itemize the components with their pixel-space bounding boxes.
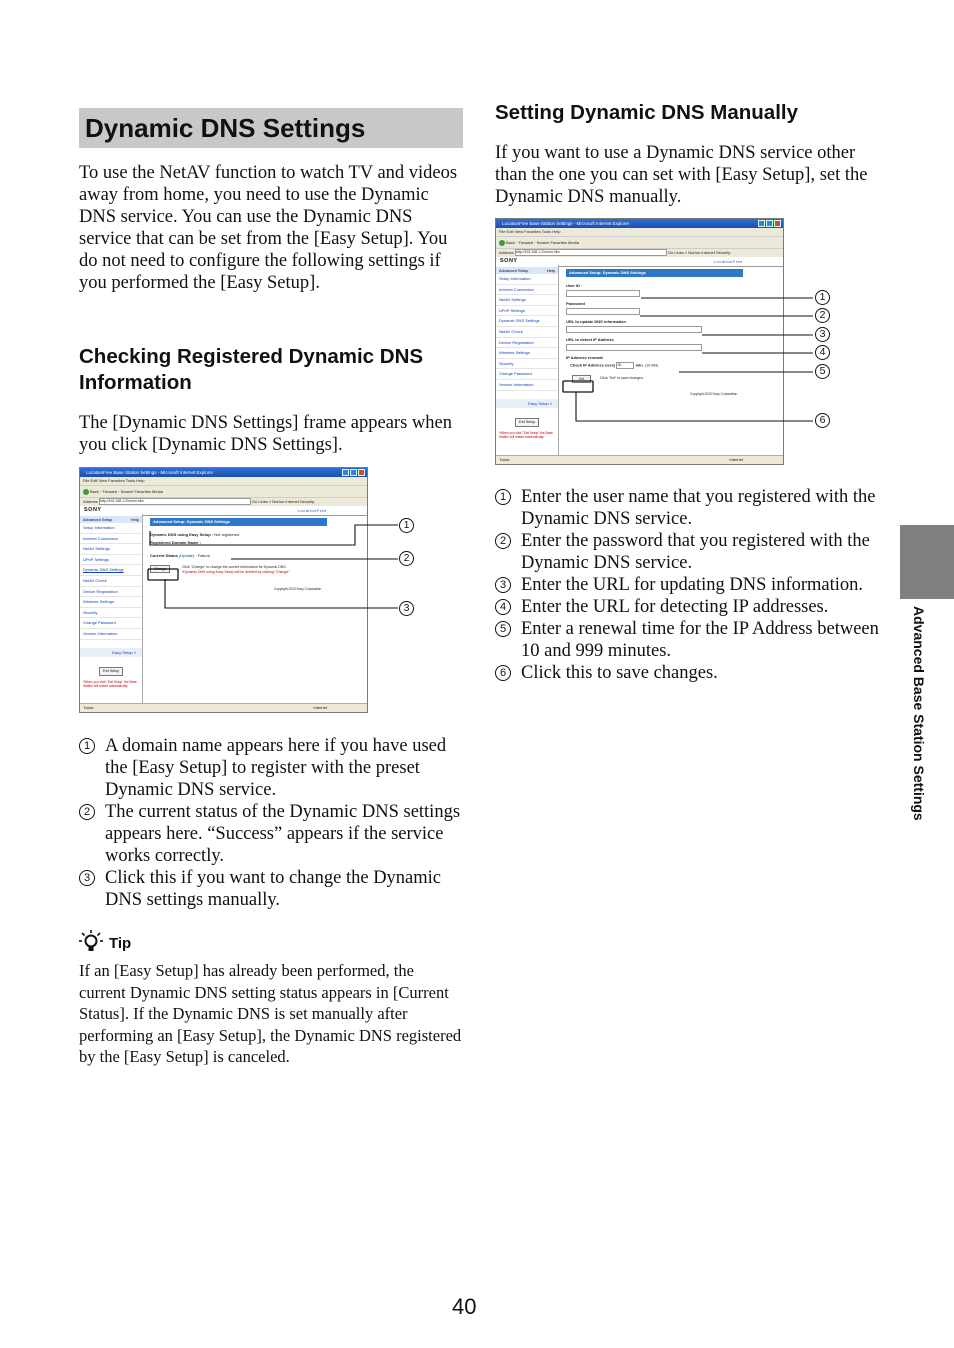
number-badge: 6 bbox=[495, 665, 511, 681]
sidebar-item-security[interactable]: Security bbox=[496, 359, 558, 370]
number-badge: 2 bbox=[495, 533, 511, 549]
renewal-label: IP Address renewal bbox=[566, 355, 603, 360]
sidebar-item-device-reg[interactable]: Device Registration bbox=[496, 338, 558, 349]
sidebar-item-ddns[interactable]: Dynamic DNS Settings bbox=[496, 316, 558, 327]
back-icon[interactable] bbox=[83, 489, 89, 495]
number-badge: 3 bbox=[79, 870, 95, 886]
sidebar-item-password[interactable]: Change Password bbox=[80, 618, 142, 629]
renewal-input[interactable]: 30 bbox=[616, 362, 634, 369]
sidebar-item-setup-info[interactable]: Setup Information bbox=[80, 523, 142, 534]
callout-6: 6 bbox=[815, 413, 830, 428]
panel-banner: Advanced Setup: Dynamic DNS Settings bbox=[566, 269, 743, 277]
window-titlebar bbox=[496, 219, 783, 228]
main-panel bbox=[150, 518, 362, 591]
status-zone: Internet bbox=[729, 457, 743, 462]
callout-3: 3 bbox=[815, 327, 830, 342]
change-warning: *Dynamic DNS using Easy Setup will be deleted by clicking "Change". bbox=[182, 570, 291, 574]
tip-label: Tip bbox=[109, 935, 132, 952]
status-done: Done bbox=[84, 705, 94, 710]
callout-2: 2 bbox=[399, 551, 414, 566]
current-status-value: : Failure bbox=[194, 553, 211, 558]
list-item bbox=[495, 596, 880, 618]
tip-text: If an [Easy Setup] has already been performed, the current Dynamic DNS setting status appears in [Current Status]. If the Dynamic DNS is set manually after performing an [Easy Setup], the Dynamic DNS registered by the [Easy Setup] is canceled. bbox=[79, 961, 462, 1066]
user-id-label: User ID bbox=[566, 283, 581, 288]
menu-bar[interactable]: File Edit View Favorites Tools Help bbox=[80, 477, 367, 485]
address-bar bbox=[496, 248, 783, 257]
list-item-text: Enter the password that you registered with the Dynamic DNS service. bbox=[521, 531, 870, 573]
exit-setup-button[interactable]: Exit Setup bbox=[515, 418, 539, 427]
set-row bbox=[566, 375, 778, 385]
detect-url-input[interactable] bbox=[566, 344, 702, 351]
exit-setup-button[interactable]: Exit Setup bbox=[99, 667, 123, 676]
update-url-input[interactable] bbox=[566, 326, 702, 333]
list-item bbox=[495, 662, 880, 684]
sidebar-item-ddns[interactable]: Dynamic DNS Settings bbox=[80, 565, 142, 576]
sidebar-item-netav[interactable]: NetAV Settings bbox=[80, 544, 142, 555]
list-item bbox=[79, 801, 463, 867]
sidebar-item-upnp[interactable]: UPnP Settings bbox=[80, 555, 142, 566]
window-title: LocationFree Base Station Settings - Microsoft Internet Explorer bbox=[502, 221, 630, 226]
section-heading-checking: Checking Registered Dynamic DNS Information bbox=[79, 345, 424, 394]
number-badge: 3 bbox=[495, 577, 511, 593]
list-item bbox=[495, 574, 880, 596]
set-button[interactable]: Set bbox=[572, 375, 591, 383]
links-label: Links » Norton Internet Security bbox=[258, 499, 315, 504]
page-title: Dynamic DNS Settings bbox=[79, 108, 463, 148]
detect-url-label: URL to detect IP Address bbox=[566, 337, 614, 342]
list-item-text: Click this if you want to change the Dynamic DNS settings manually. bbox=[105, 868, 442, 910]
sidebar-header bbox=[80, 516, 142, 523]
intro-paragraph: To use the NetAV function to watch TV and videos away from home, you need to use the Dynamic DNS service. You can use the Dynamic DNS service that can be set from the [Easy Setup]. You do not need to configure the following settings if you performed the [Easy Setup]. bbox=[79, 163, 458, 293]
toolbar-labels: Back · Forward · Search Favorites Media bbox=[506, 240, 579, 245]
menu-bar[interactable]: File Edit View Favorites Tools Help bbox=[496, 228, 783, 236]
close-icon[interactable] bbox=[358, 469, 365, 476]
manual-callout-list bbox=[495, 486, 880, 684]
side-tab bbox=[900, 525, 954, 599]
set-note: Click "Set" to save changes. bbox=[600, 376, 644, 380]
status-zone: Internet bbox=[313, 705, 327, 710]
password-label: Password bbox=[566, 301, 585, 306]
sidebar-item-version[interactable]: Version Information bbox=[80, 629, 142, 640]
sidebar-item-setup-info[interactable]: Setup Information bbox=[496, 274, 558, 285]
callout-1: 1 bbox=[815, 290, 830, 305]
page-number: 40 bbox=[452, 1294, 477, 1319]
screenshot-dns-status bbox=[79, 467, 368, 713]
list-item-text: Enter a renewal time for the IP Address between 10 and 999 minutes. bbox=[521, 619, 879, 661]
current-status-row bbox=[150, 553, 362, 558]
update-link[interactable]: (Update) bbox=[178, 553, 195, 558]
toolbar[interactable] bbox=[80, 485, 367, 497]
password-input[interactable] bbox=[566, 308, 640, 315]
sidebar-item-internet[interactable]: Internet Connection bbox=[80, 534, 142, 545]
ddns-easy-row bbox=[150, 532, 362, 537]
sony-logo: SONY bbox=[500, 258, 518, 264]
maximize-icon[interactable] bbox=[766, 220, 773, 227]
easy-setup-link[interactable]: Easy Setup » bbox=[496, 399, 558, 408]
sidebar-item-security[interactable]: Security bbox=[80, 608, 142, 619]
sidebar-header-label: Advanced Setup bbox=[83, 517, 113, 522]
copyright: Copyright 2003 Sony Corporation bbox=[274, 587, 322, 591]
window-titlebar bbox=[80, 468, 367, 477]
check-label: Check IP Address every bbox=[570, 362, 616, 368]
help-link[interactable]: Help bbox=[546, 268, 555, 273]
window-title: LocationFree Base Station Settings - Microsoft Internet Explorer bbox=[86, 470, 214, 475]
list-item bbox=[495, 530, 880, 574]
easy-setup-link[interactable]: Easy Setup » bbox=[80, 648, 142, 657]
links-label: Links » Norton Internet Security bbox=[674, 250, 731, 255]
back-icon[interactable] bbox=[499, 240, 505, 246]
toolbar-labels: Back · Forward · Search Favorites Media bbox=[90, 489, 163, 494]
sidebar-item-password[interactable]: Change Password bbox=[496, 369, 558, 380]
callout-3: 3 bbox=[399, 601, 414, 616]
list-item bbox=[495, 486, 880, 530]
min-label: min. bbox=[635, 362, 644, 368]
product-logo: LocationFree bbox=[297, 508, 327, 513]
close-icon[interactable] bbox=[774, 220, 781, 227]
sidebar-item-netav[interactable]: NetAV Settings bbox=[496, 295, 558, 306]
sidebar-header bbox=[496, 267, 558, 274]
status-bar bbox=[80, 703, 367, 712]
help-link[interactable]: Help bbox=[130, 517, 139, 522]
exit-setup-note: *When you click "Exit Setup" the Base Station will restart automatically. bbox=[83, 679, 137, 688]
change-note: Click "Change" to change the current information for Dynamic DNS. bbox=[182, 565, 287, 569]
go-button[interactable]: Go bbox=[251, 499, 258, 504]
sidebar-item-upnp[interactable]: UPnP Settings bbox=[496, 306, 558, 317]
address-label: Address bbox=[83, 499, 98, 504]
status-bar bbox=[496, 455, 783, 464]
go-button[interactable]: Go bbox=[667, 250, 674, 255]
address-input[interactable]: http://192.168.1.2/menu.htm bbox=[515, 249, 667, 256]
sidebar-item-version[interactable]: Version Information bbox=[496, 380, 558, 391]
check-row bbox=[566, 362, 778, 369]
list-item bbox=[79, 867, 463, 911]
callout-4: 4 bbox=[815, 345, 830, 360]
sony-logo: SONY bbox=[84, 507, 102, 513]
change-row bbox=[150, 565, 362, 579]
copyright: Copyright 2003 Sony Corporation bbox=[690, 392, 738, 396]
sidebar-item-wireless[interactable]: Wireless Settings bbox=[496, 348, 558, 359]
screenshot-dns-manual bbox=[495, 218, 784, 465]
address-input[interactable]: http://192.168.1.2/menu.htm bbox=[99, 498, 251, 505]
manual-paragraph: If you want to use a Dynamic DNS service other than the one you can set with [Easy Setup], set the Dynamic DNS manually. bbox=[495, 143, 868, 207]
range-label: (10-999) bbox=[644, 363, 659, 368]
number-badge: 5 bbox=[495, 621, 511, 637]
window-controls bbox=[342, 469, 365, 476]
window-controls bbox=[758, 220, 781, 227]
exit-setup-note: *When you click "Exit Setup" the Base Station will restart automatically. bbox=[499, 430, 553, 439]
address-bar bbox=[80, 497, 367, 506]
list-item-text: Enter the URL for updating DNS information. bbox=[521, 575, 864, 595]
address-label: Address bbox=[499, 250, 514, 255]
list-item-text: Click this to save changes. bbox=[521, 663, 718, 683]
callout-1: 1 bbox=[399, 518, 414, 533]
sidebar-header-label: Advanced Setup bbox=[499, 268, 529, 273]
callout-5: 5 bbox=[815, 364, 830, 379]
status-done: Done bbox=[500, 457, 510, 462]
panel-banner: Advanced Setup: Dynamic DNS Settings bbox=[150, 518, 327, 526]
number-badge: 4 bbox=[495, 599, 511, 615]
toolbar[interactable] bbox=[496, 236, 783, 248]
main-panel bbox=[566, 269, 778, 396]
ddns-easy-value: Not registered bbox=[214, 532, 240, 537]
sidebar-item-internet[interactable]: Internet Connection bbox=[496, 285, 558, 296]
sidebar bbox=[496, 265, 559, 456]
side-tab-label: Advanced Base Station Settings bbox=[911, 606, 927, 821]
lightbulb-icon bbox=[79, 930, 105, 956]
list-item-text: A domain name appears here if you have used the [Easy Setup] to register with the preset Dynamic DNS service. bbox=[105, 736, 447, 800]
product-logo: LocationFree bbox=[713, 259, 743, 264]
list-item-text: The current status of the Dynamic DNS settings appears here. “Success” appears if the service works correctly. bbox=[105, 802, 461, 866]
minimize-icon[interactable] bbox=[758, 220, 765, 227]
ddns-easy-label: Dynamic DNS using Easy Setup : bbox=[150, 532, 215, 537]
update-url-label: URL to update DNS information bbox=[566, 319, 626, 324]
sidebar-item-wireless[interactable]: Wireless Settings bbox=[80, 597, 142, 608]
number-badge: 1 bbox=[79, 738, 95, 754]
list-item-text: Enter the URL for detecting IP addresses. bbox=[521, 597, 829, 617]
minimize-icon[interactable] bbox=[342, 469, 349, 476]
registered-domain-label: Registered Domain Name : bbox=[150, 540, 201, 545]
sidebar-item-device-reg[interactable]: Device Registration bbox=[80, 587, 142, 598]
list-item-text: Enter the user name that you registered with the Dynamic DNS service. bbox=[521, 487, 876, 529]
maximize-icon[interactable] bbox=[350, 469, 357, 476]
checking-paragraph: The [Dynamic DNS Settings] frame appears when you click [Dynamic DNS Settings]. bbox=[79, 413, 452, 455]
sidebar bbox=[80, 514, 143, 704]
number-badge: 2 bbox=[79, 804, 95, 820]
change-button[interactable]: Change bbox=[150, 565, 170, 573]
callout-2: 2 bbox=[815, 308, 830, 323]
number-badge: 1 bbox=[495, 489, 511, 505]
tip-header bbox=[79, 930, 199, 956]
list-item bbox=[79, 735, 463, 801]
user-id-input[interactable] bbox=[566, 290, 640, 297]
checking-callout-list bbox=[79, 735, 463, 911]
sidebar-item-netav-check[interactable]: NetAV Check bbox=[496, 327, 558, 338]
list-item bbox=[495, 618, 880, 662]
sidebar-item-netav-check[interactable]: NetAV Check bbox=[80, 576, 142, 587]
section-heading-manual: Setting Dynamic DNS Manually bbox=[495, 101, 799, 124]
current-status-label: Current Status bbox=[150, 553, 179, 558]
